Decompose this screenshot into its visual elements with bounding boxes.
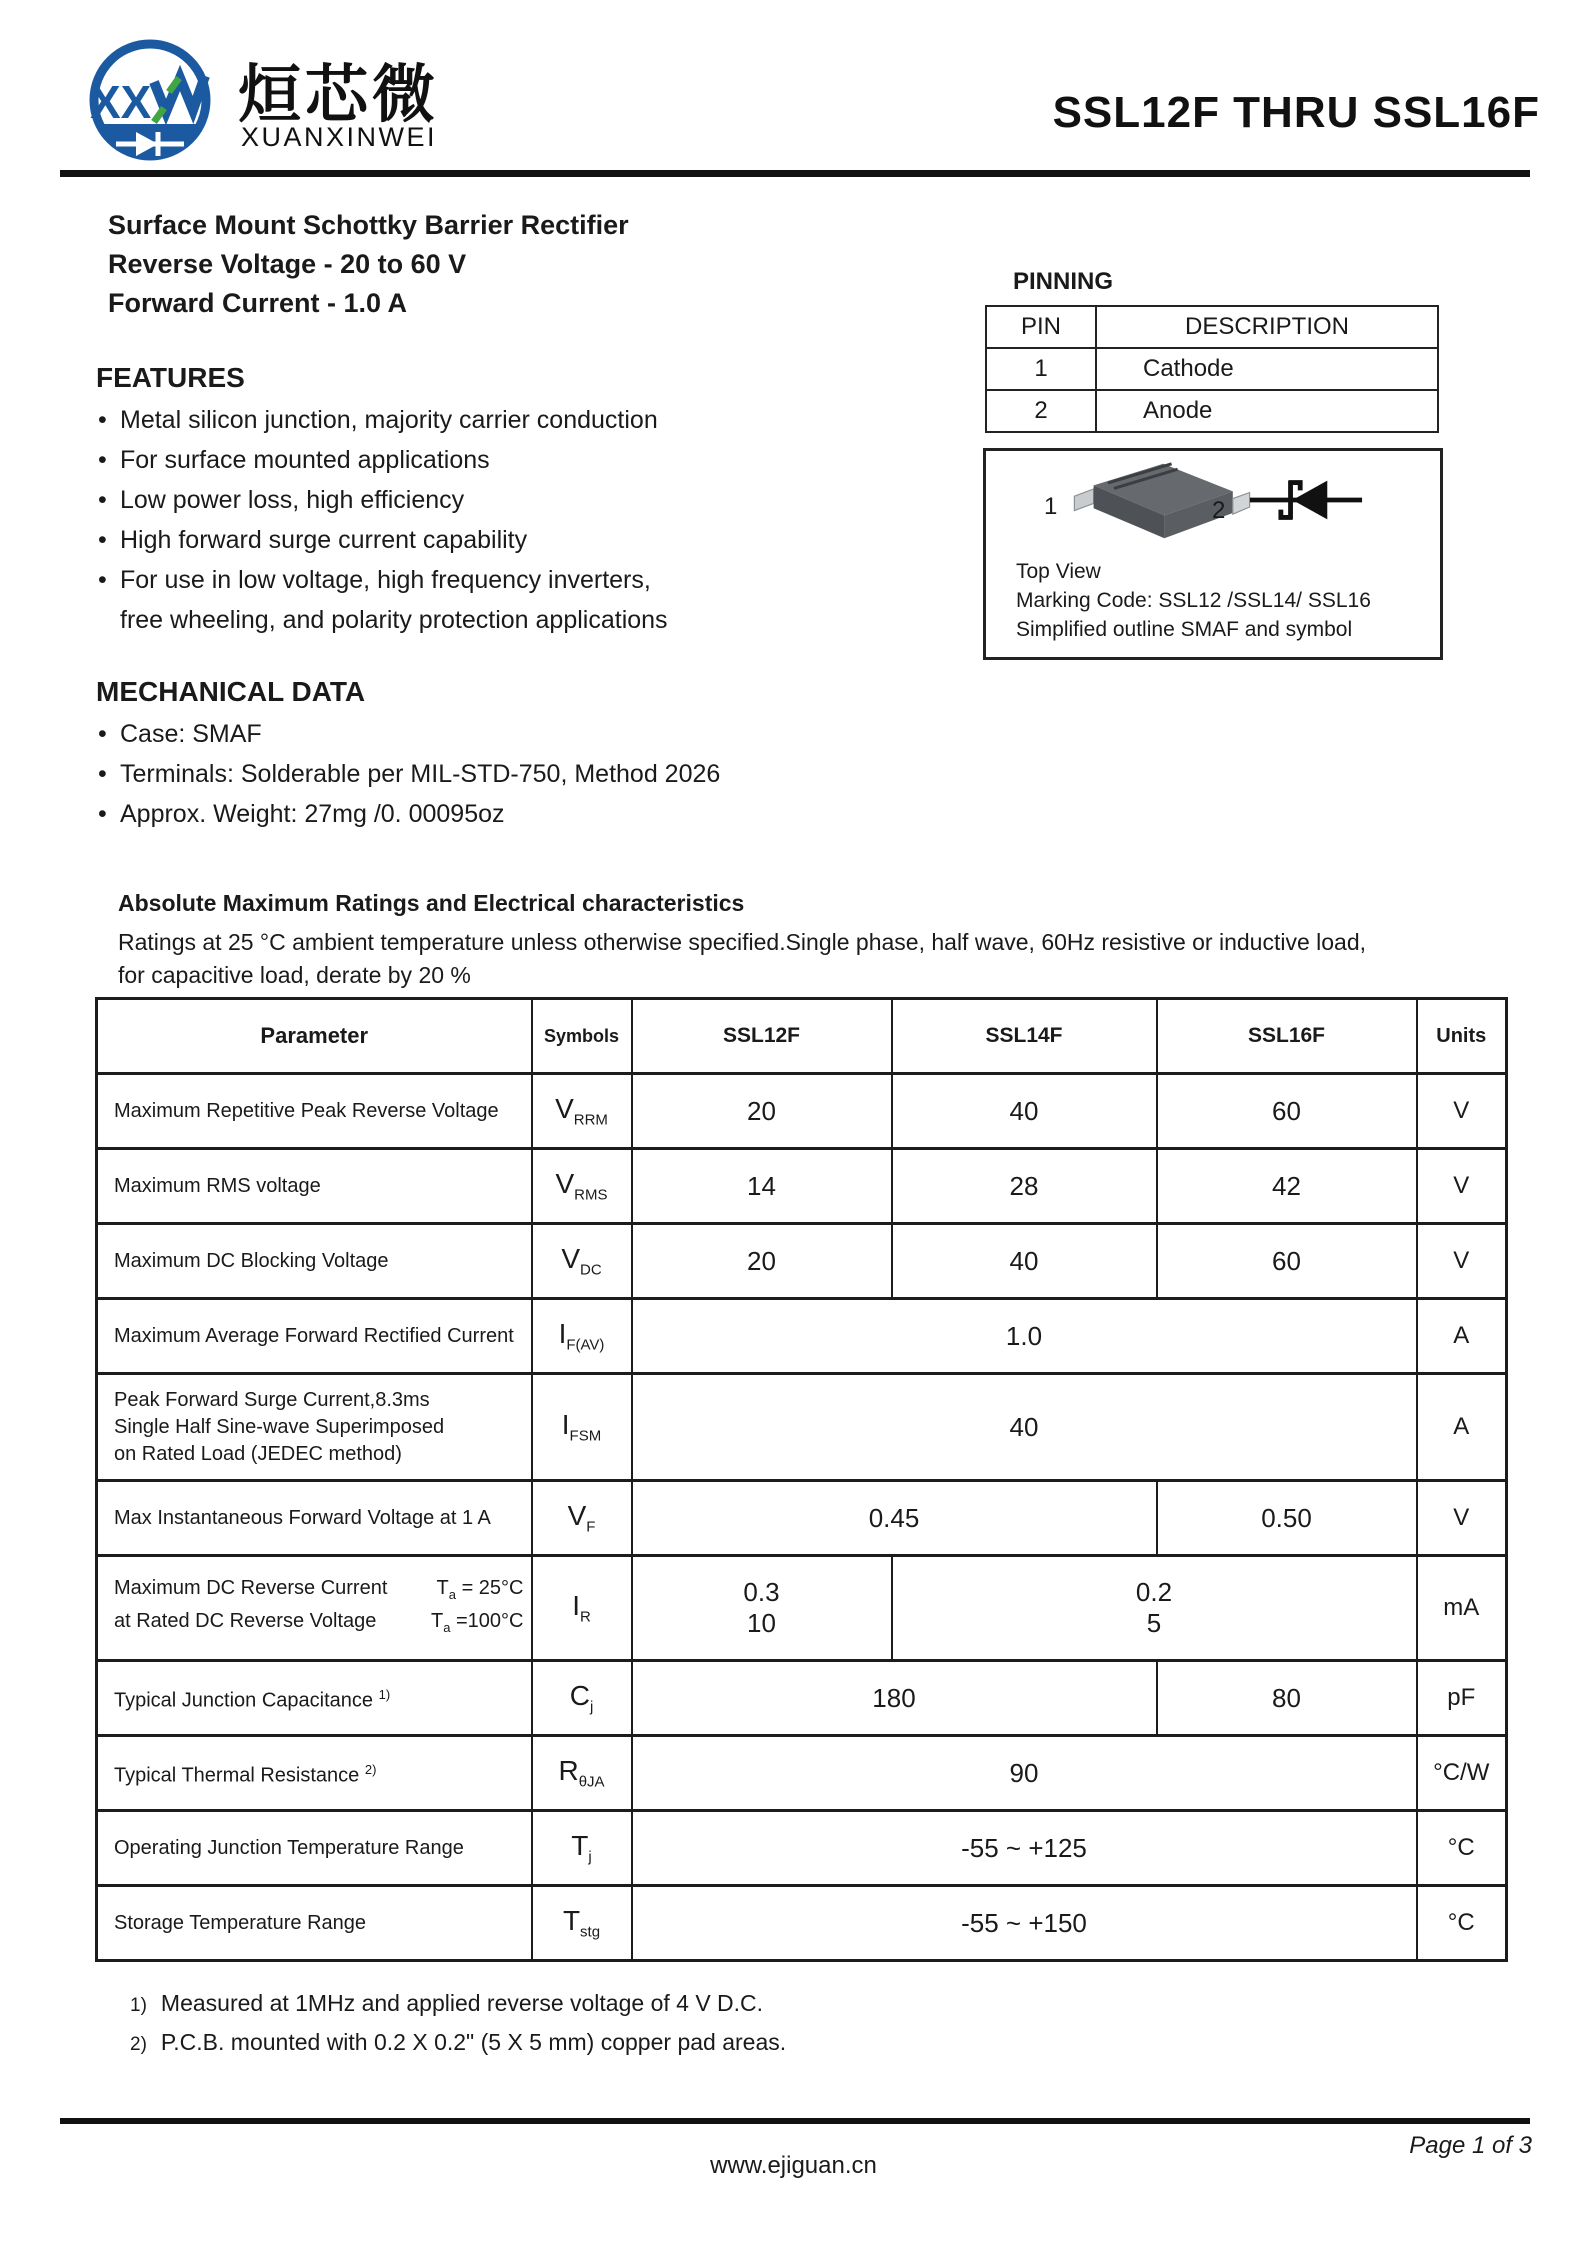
table-row-ir bbox=[97, 1556, 1507, 1661]
feature-item: • High forward surge current capability bbox=[96, 520, 671, 560]
feature-item: • Metal silicon junction, majority carrier conduction bbox=[96, 400, 671, 440]
svg-text:XX: XX bbox=[90, 76, 152, 128]
value-ssl12f: 20 bbox=[632, 1224, 892, 1299]
symbol: $R_{\theta JA}$ bbox=[532, 1736, 632, 1811]
mechanical-heading: MECHANICAL DATA bbox=[96, 676, 366, 707]
symbol: $T_{stg}$ bbox=[532, 1886, 632, 1961]
ratings-note-line: for capacitive load, derate by 20 % bbox=[118, 962, 471, 988]
symbol: $C_j$ bbox=[532, 1661, 632, 1736]
table-row-ifav bbox=[97, 1299, 1507, 1374]
feature-item: • Low power loss, high efficiency bbox=[96, 480, 671, 520]
table-row-cj bbox=[97, 1661, 1507, 1736]
footer-url: www.ejiguan.cn bbox=[710, 2152, 877, 2179]
symbol: $V_F$ bbox=[532, 1481, 632, 1556]
table-header-row bbox=[97, 999, 1507, 1074]
unit: A bbox=[1417, 1374, 1507, 1481]
parameter-label: Max Instantaneous Forward Voltage at 1 A bbox=[97, 1481, 532, 1556]
package-caption: Marking Code: SSL12 /SSL14/ SSL16 bbox=[1016, 589, 1371, 612]
col-ssl14f: SSL14F bbox=[892, 999, 1157, 1074]
table-row bbox=[986, 348, 1438, 390]
value-ssl14f: 40 bbox=[892, 1074, 1157, 1149]
pin-number: 1 bbox=[986, 348, 1096, 390]
table-row-tj bbox=[97, 1811, 1507, 1886]
value-ssl12f-ssl14f: 180 bbox=[632, 1661, 1157, 1736]
parameter-label: Peak Forward Surge Current,8.3ms Single Half Sine-wave Superimposed on Rated Load (JEDEC method) bbox=[97, 1374, 532, 1481]
company-name-chinese: 烜芯微 bbox=[238, 60, 439, 130]
product-summary bbox=[108, 206, 629, 323]
pinning-header-row bbox=[986, 306, 1438, 348]
value-ssl16f: 0.50 bbox=[1157, 1481, 1417, 1556]
pin-description: Cathode bbox=[1096, 348, 1438, 390]
table-row-tstg bbox=[97, 1886, 1507, 1961]
value-ssl12f: 0.3 10 bbox=[632, 1556, 892, 1661]
value-all: 1.0 bbox=[632, 1299, 1417, 1374]
company-logo-icon bbox=[70, 34, 230, 166]
parameter-label: Maximum DC Blocking Voltage bbox=[97, 1224, 532, 1299]
parameter-label: Maximum DC Reverse Current $T_a = 25^\circ C$ at Rated DC Reverse Voltage $T_a =100^\circ C$ bbox=[97, 1556, 532, 1661]
pinning-table bbox=[985, 305, 1439, 433]
unit: V bbox=[1417, 1074, 1507, 1149]
parameter-label: Operating Junction Temperature Range bbox=[97, 1811, 532, 1886]
symbol: $I_{FSM}$ bbox=[532, 1374, 632, 1481]
symbol: $I_R$ bbox=[532, 1556, 632, 1661]
pinning-col-pin: PIN bbox=[986, 306, 1096, 348]
value-ssl16f: 60 bbox=[1157, 1224, 1417, 1299]
value-ssl12f: 20 bbox=[632, 1074, 892, 1149]
package-outline-box bbox=[983, 448, 1443, 660]
package-caption: Simplified outline SMAF and symbol bbox=[1016, 618, 1353, 641]
symbol: $V_{DC}$ bbox=[532, 1224, 632, 1299]
summary-line: Surface Mount Schottky Barrier Rectifier bbox=[108, 210, 629, 240]
unit: V bbox=[1417, 1224, 1507, 1299]
table-row-vdc bbox=[97, 1224, 1507, 1299]
unit: V bbox=[1417, 1481, 1507, 1556]
value-all: -55 ~ +150 bbox=[632, 1886, 1417, 1961]
ratings-note-line: Ratings at 25 °C ambient temperature unless otherwise specified.Single phase, half wave, 60Hz resistive or inductive load, bbox=[118, 929, 1367, 955]
parameter-label: Typical Junction Capacitance $^{1)}$ bbox=[97, 1661, 532, 1736]
parameter-label: Maximum Average Forward Rectified Current bbox=[97, 1299, 532, 1374]
symbol: $I_{F(AV)}$ bbox=[532, 1299, 632, 1374]
package-captions bbox=[1016, 557, 1371, 644]
parameter-label: Maximum Repetitive Peak Reverse Voltage bbox=[97, 1074, 532, 1149]
value-ssl16f: 60 bbox=[1157, 1074, 1417, 1149]
table-row bbox=[986, 390, 1438, 432]
value-all: 90 bbox=[632, 1736, 1417, 1811]
pinning-heading: PINNING bbox=[1013, 268, 1114, 295]
features-heading: FEATURES bbox=[96, 362, 245, 393]
table-row-rthja bbox=[97, 1736, 1507, 1811]
table-row-ifsm bbox=[97, 1374, 1507, 1481]
unit: °C/W bbox=[1417, 1736, 1507, 1811]
value-all: -55 ~ +125 bbox=[632, 1811, 1417, 1886]
col-symbols: Symbols bbox=[532, 999, 632, 1074]
parameter-label: Storage Temperature Range bbox=[97, 1886, 532, 1961]
value-ssl16f: 42 bbox=[1157, 1149, 1417, 1224]
mechanical-item: • Approx. Weight: 27mg /0. 00095oz bbox=[96, 794, 720, 834]
col-ssl12f: SSL12F bbox=[632, 999, 892, 1074]
summary-line: Forward Current - 1.0 A bbox=[108, 288, 408, 318]
value-all: 40 bbox=[632, 1374, 1417, 1481]
value-ssl12f-ssl14f: 0.45 bbox=[632, 1481, 1157, 1556]
header-divider bbox=[60, 170, 1530, 177]
unit: mA bbox=[1417, 1556, 1507, 1661]
table-row-vf bbox=[97, 1481, 1507, 1556]
unit: °C bbox=[1417, 1886, 1507, 1961]
mechanical-item: • Terminals: Solderable per MIL-STD-750, Method 2026 bbox=[96, 754, 720, 794]
col-parameter: Parameter bbox=[97, 999, 532, 1074]
summary-line: Reverse Voltage - 20 to 60 V bbox=[108, 249, 467, 279]
footnote: 1) Measured at 1MHz and applied reverse voltage of 4 V D.C. bbox=[130, 1990, 764, 2016]
symbol: $V_{RMS}$ bbox=[532, 1149, 632, 1224]
mechanical-item: • Case: SMAF bbox=[96, 714, 720, 754]
table-row-vrms bbox=[97, 1149, 1507, 1224]
table-row-vrrm bbox=[97, 1074, 1507, 1149]
unit: °C bbox=[1417, 1811, 1507, 1886]
ratings-table bbox=[95, 997, 1508, 1962]
schottky-diode-symbol-icon bbox=[1248, 469, 1364, 531]
unit: V bbox=[1417, 1149, 1507, 1224]
footnote: 2) P.C.B. mounted with 0.2 X 0.2" (5 X 5 mm) copper pad areas. bbox=[130, 2029, 787, 2055]
company-name-latin: XUANXINWEI bbox=[241, 122, 438, 152]
value-ssl14f: 28 bbox=[892, 1149, 1157, 1224]
value-ssl12f: 14 bbox=[632, 1149, 892, 1224]
parameter-label: Maximum RMS voltage bbox=[97, 1149, 532, 1224]
pinning-col-description: DESCRIPTION bbox=[1096, 306, 1438, 348]
ratings-heading: Absolute Maximum Ratings and Electrical characteristics bbox=[118, 890, 745, 916]
unit: A bbox=[1417, 1299, 1507, 1374]
page-number: Page 1 of 3 bbox=[1409, 2132, 1532, 2159]
value-ssl14f: 40 bbox=[892, 1224, 1157, 1299]
feature-item: • For surface mounted applications bbox=[96, 440, 671, 480]
footnotes bbox=[130, 1985, 786, 2063]
page-title: SSL12F THRU SSL16F bbox=[1052, 88, 1540, 137]
symbol: $V_{RRM}$ bbox=[532, 1074, 632, 1149]
unit: pF bbox=[1417, 1661, 1507, 1736]
col-units: Units bbox=[1417, 999, 1507, 1074]
pin-number: 2 bbox=[986, 390, 1096, 432]
parameter-label: Typical Thermal Resistance $^{2)}$ bbox=[97, 1736, 532, 1811]
symbol: $T_j$ bbox=[532, 1811, 632, 1886]
value-ssl16f: 80 bbox=[1157, 1661, 1417, 1736]
pin-description: Anode bbox=[1096, 390, 1438, 432]
mechanical-list bbox=[96, 714, 720, 834]
features-list bbox=[96, 400, 671, 640]
value-ssl14f-ssl16f: 0.2 5 bbox=[892, 1556, 1417, 1661]
col-ssl16f: SSL16F bbox=[1157, 999, 1417, 1074]
feature-item: • For use in low voltage, high frequency inverters, free wheeling, and polarity protection applications bbox=[96, 560, 671, 640]
package-caption: Top View bbox=[1016, 560, 1101, 583]
pin2-label: 2 bbox=[1212, 497, 1226, 524]
ratings-note bbox=[118, 926, 1366, 992]
pin1-label: 1 bbox=[1044, 493, 1058, 520]
footer-divider bbox=[60, 2118, 1530, 2124]
